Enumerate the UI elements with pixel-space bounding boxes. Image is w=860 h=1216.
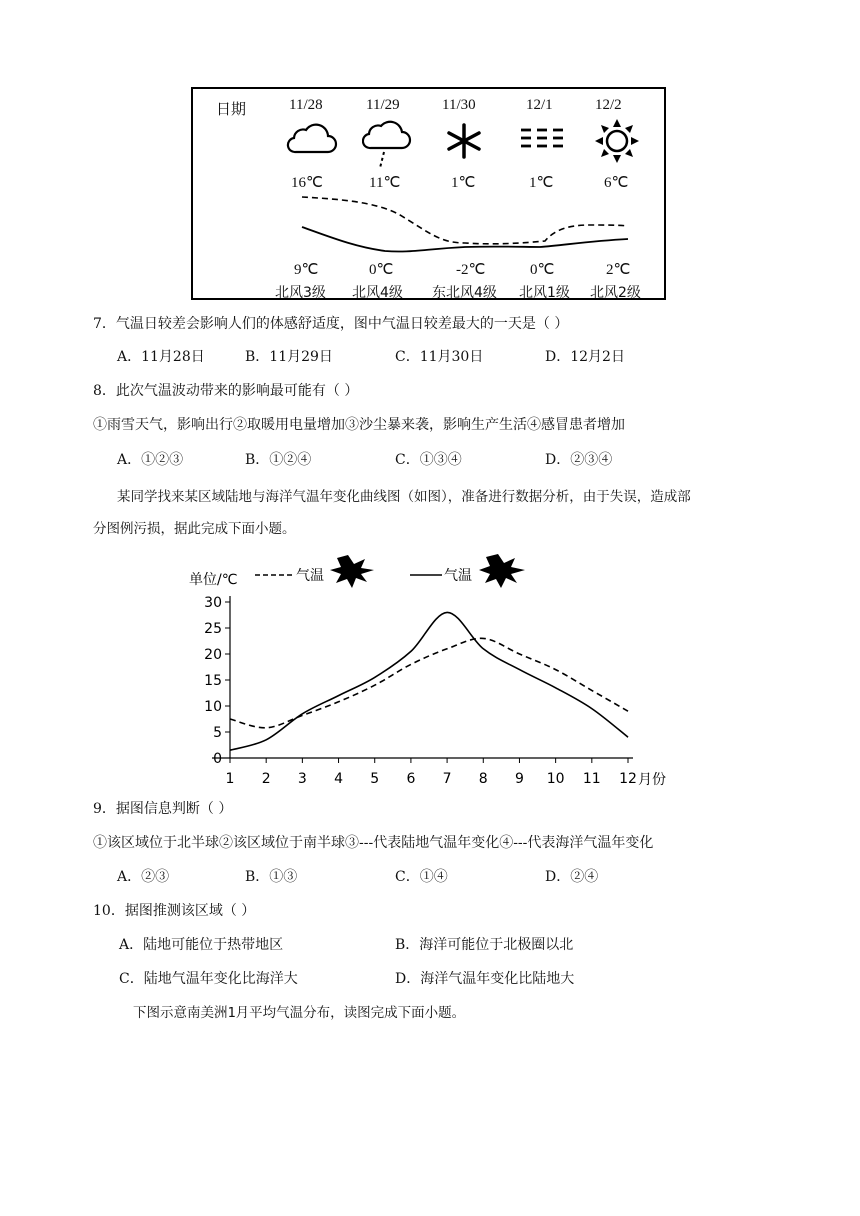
fog-icon	[520, 126, 566, 150]
weather-low-4: 0℃	[530, 262, 555, 278]
question-8-stem: 8．此次气温波动带来的影响最可能有（ ）	[93, 383, 359, 399]
question-7-option-b: B．11月29日	[245, 349, 333, 365]
question-7-option-c: C．11月30日	[395, 349, 484, 365]
question-10-option-c: C．陆地气温年变化比海洋大	[119, 971, 298, 987]
question-8-option-c: C．①③④	[395, 452, 462, 468]
weather-wind-4: 北风1级	[519, 285, 570, 301]
legend-smudge-2	[479, 554, 525, 588]
y-tick-label: 15	[204, 673, 222, 689]
question-8-option-d: D．②③④	[545, 452, 613, 468]
x-tick-label: 7	[442, 771, 452, 787]
question-9-option-a: A．②③	[117, 869, 170, 885]
x-axis-label: 月份	[638, 772, 666, 788]
weather-high-2: 11℃	[369, 175, 401, 191]
series-line-solid	[230, 612, 628, 750]
weather-wind-3: 东北风4级	[432, 285, 497, 301]
legend-label-dashed: 气温	[296, 568, 324, 584]
chart-ylabel: 单位/℃	[189, 572, 238, 588]
x-tick-label: 1	[225, 771, 235, 787]
question-10-option-a: A．陆地可能位于热带地区	[119, 937, 284, 953]
question-10-option-d: D．海洋气温年变化比陆地大	[395, 971, 575, 987]
x-tick-label: 10	[546, 771, 565, 787]
weather-wind-2: 北风4级	[352, 285, 403, 301]
cloud-icon	[286, 118, 338, 158]
question-9-stem: 9．据图信息判断（ ）	[93, 801, 233, 817]
sun-icon	[594, 118, 640, 164]
chart-series	[230, 612, 628, 750]
weather-date-4: 12/1	[526, 97, 553, 113]
question-9-statements: ①该区域位于北半球②该区域位于南半球③---代表陆地气温年变化④---代表海洋气温年变化	[93, 835, 654, 851]
x-tick-label: 8	[478, 771, 488, 787]
x-tick-label: 2	[261, 771, 271, 787]
y-tick-label: 25	[204, 621, 222, 637]
question-9-option-c: C．①④	[395, 869, 448, 885]
weather-date-3: 11/30	[442, 97, 476, 113]
weather-date-1: 11/28	[289, 97, 323, 113]
weather-date-5: 12/2	[595, 97, 622, 113]
weather-header-label: 日期	[216, 100, 247, 118]
y-tick-label: 0	[213, 751, 222, 767]
intro-paragraph-line-1: 某同学找来某区域陆地与海洋气温年变化曲线图（如图），准备进行数据分析，由于失误，造成部	[117, 489, 691, 505]
intro-paragraph-2: 下图示意南美洲1月平均气温分布，读图完成下面小题。	[133, 1005, 466, 1021]
chart-axes	[204, 595, 666, 788]
chart-legend	[255, 554, 525, 588]
temperature-annual-chart	[180, 550, 680, 790]
x-tick-label: 6	[406, 771, 416, 787]
question-7-option-a: A．11月28日	[117, 349, 205, 365]
weather-low-1: 9℃	[294, 262, 319, 278]
weather-high-3: 1℃	[451, 175, 476, 191]
weather-temperature-curves	[195, 185, 660, 265]
weather-wind-1: 北风3级	[275, 285, 326, 301]
x-tick-label: 5	[370, 771, 380, 787]
weather-high-4: 1℃	[529, 175, 554, 191]
x-tick-label: 9	[514, 771, 524, 787]
x-tick-label: 3	[297, 771, 307, 787]
y-tick-label: 5	[213, 725, 222, 741]
question-8-statements: ①雨雪天气，影响出行②取暖用电量增加③沙尘暴来袭，影响生产生活④感冒患者增加	[93, 417, 625, 433]
question-10-option-b: B．海洋可能位于北极圈以北	[395, 937, 574, 953]
question-8-option-b: B．①②④	[245, 452, 312, 468]
y-tick-label: 10	[204, 699, 222, 715]
legend-smudge-1	[330, 555, 374, 588]
intro-paragraph-line-2: 分图例污损，据此完成下面小题。	[93, 521, 296, 537]
legend-label-solid: 气温	[444, 568, 472, 584]
snow-icon	[444, 122, 484, 160]
question-7-stem: 7．气温日较差会影响人们的体感舒适度，图中气温日较差最大的一天是（ ）	[93, 316, 569, 332]
rain-cloud-icon	[362, 116, 412, 172]
question-9-option-b: B．①③	[245, 869, 298, 885]
y-tick-label: 20	[204, 647, 222, 663]
weather-low-3: -2℃	[456, 262, 486, 278]
weather-wind-5: 北风2级	[590, 285, 641, 301]
question-9-option-d: D．②④	[545, 869, 599, 885]
weather-low-2: 0℃	[369, 262, 394, 278]
question-10-stem: 10．据图推测该区域（ ）	[93, 903, 256, 919]
weather-high-5: 6℃	[604, 175, 629, 191]
question-8-option-a: A．①②③	[117, 452, 184, 468]
y-tick-label: 30	[204, 595, 222, 611]
x-tick-label: 12	[619, 771, 637, 787]
x-tick-label: 11	[582, 771, 601, 787]
weather-low-5: 2℃	[606, 262, 631, 278]
weather-high-1: 16℃	[291, 175, 323, 191]
question-7-option-d: D．12月2日	[545, 349, 625, 365]
weather-date-2: 11/29	[366, 97, 400, 113]
series-line-dashed	[230, 638, 628, 728]
x-tick-label: 4	[334, 771, 344, 787]
